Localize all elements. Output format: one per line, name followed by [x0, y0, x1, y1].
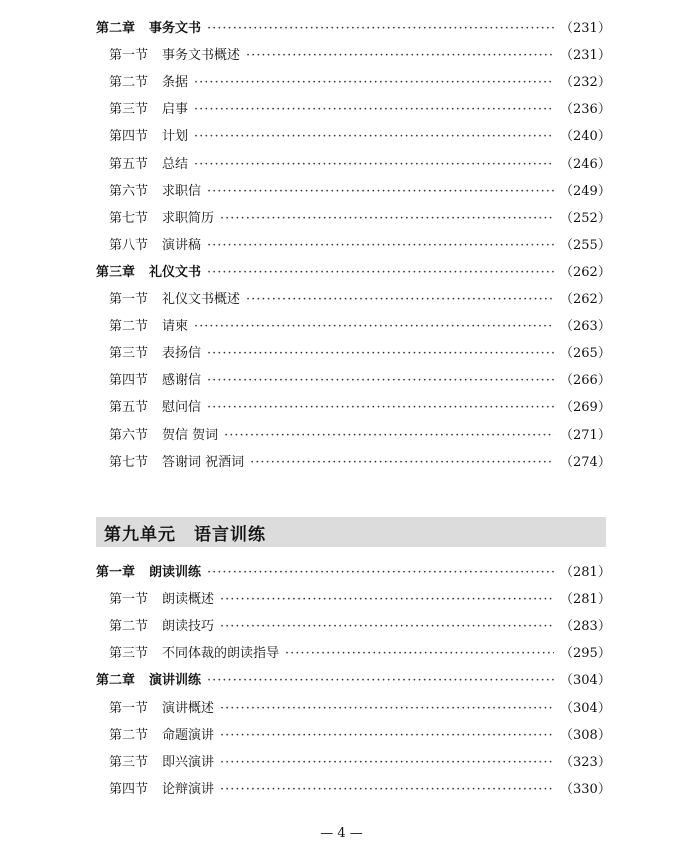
entry-title: 朗读技巧: [162, 619, 215, 635]
entry-page: （231）: [560, 48, 611, 64]
toc-chapter-row: [0, 19, 683, 39]
entry-page: （262）: [560, 292, 611, 307]
entry-number: 第四节: [109, 373, 149, 389]
dot-leader: [220, 617, 554, 637]
entry-number: 第六节: [109, 427, 149, 443]
entry-title: 慰问信: [162, 400, 202, 416]
entry-title: 求职简历: [162, 210, 215, 226]
entry-number: 第二节: [109, 619, 149, 635]
dot-leader: [207, 19, 554, 39]
dot-leader: [207, 371, 554, 391]
dot-leader: [207, 563, 554, 583]
toc-section-row: [0, 644, 683, 664]
entry-page: （249）: [560, 183, 611, 199]
toc-section-row: [0, 453, 683, 473]
entry-number: 第三节: [109, 754, 149, 770]
entry-page: （255）: [560, 237, 611, 253]
entry-title: 总结: [162, 156, 189, 172]
dot-leader: [207, 182, 554, 202]
entry-page: （295）: [560, 646, 611, 662]
dot-leader: [207, 263, 554, 283]
entry-number: 第一节: [109, 292, 149, 307]
toc-section-row: [0, 699, 683, 719]
entry-title: 礼仪文书概述: [162, 292, 241, 307]
entry-title: 计划: [162, 129, 189, 145]
entry-number: 第五节: [109, 156, 149, 172]
toc-section-row: [0, 371, 683, 391]
entry-number: 第三节: [109, 346, 149, 362]
toc-section-row: [0, 73, 683, 93]
dot-leader: [285, 644, 554, 664]
toc-section-row: [0, 317, 683, 337]
entry-number: 第三章: [96, 264, 136, 280]
dot-leader: [220, 726, 554, 746]
entry-number: 第一节: [109, 48, 149, 64]
toc-section-row: [0, 426, 683, 446]
entry-page: （271）: [560, 427, 611, 443]
entry-title: 答谢词 祝酒词: [162, 454, 245, 470]
entry-page: （323）: [560, 754, 611, 770]
dot-leader: [207, 344, 554, 364]
entry-title: 不同体裁的朗读指导: [162, 646, 280, 662]
dot-leader: [220, 753, 554, 773]
toc-section-row: [0, 100, 683, 120]
entry-number: 第三节: [109, 102, 149, 118]
toc-section-row: [0, 127, 683, 147]
entry-page: （266）: [560, 373, 611, 389]
dot-leader: [194, 155, 554, 175]
toc-section-row: [0, 182, 683, 202]
entry-page: （240）: [560, 129, 611, 145]
toc-section-row: [0, 155, 683, 175]
dot-leader: [220, 699, 554, 719]
dot-leader: [207, 398, 554, 418]
entry-number: 第一章: [96, 565, 136, 580]
entry-page: （274）: [560, 454, 611, 470]
entry-page: （236）: [560, 102, 611, 118]
entry-title: 论辩演讲: [162, 781, 215, 797]
dot-leader: [220, 780, 554, 800]
dot-leader: [250, 453, 554, 473]
entry-number: 第一节: [109, 592, 149, 608]
entry-number: 第一节: [109, 700, 149, 716]
entry-page: （304）: [560, 673, 611, 689]
toc-section-row: [0, 209, 683, 229]
entry-page: （263）: [560, 319, 611, 335]
dot-leader: [246, 46, 554, 66]
dot-leader: [194, 100, 554, 120]
entry-title: 朗读概述: [162, 592, 215, 608]
entry-page: （304）: [560, 700, 611, 716]
toc-section-row: [0, 236, 683, 256]
toc-chapter-row: [0, 263, 683, 283]
entry-number: 第七节: [109, 454, 149, 470]
toc-section-row: [0, 398, 683, 418]
entry-title: 演讲概述: [162, 700, 215, 716]
dot-leader: [194, 73, 554, 93]
entry-page: （232）: [560, 75, 611, 91]
dot-leader: [207, 671, 554, 691]
entry-page: （231）: [560, 21, 611, 36]
toc-section-row: [0, 590, 683, 610]
entry-page: （262）: [560, 264, 611, 280]
entry-page: （308）: [560, 727, 611, 743]
dot-leader: [220, 209, 554, 229]
entry-title: 演讲训练: [149, 673, 202, 689]
entry-title: 表扬信: [162, 346, 202, 362]
dot-leader: [246, 290, 554, 310]
entry-number: 第二章: [96, 673, 136, 689]
entry-title: 朗读训练: [149, 565, 202, 580]
entry-number: 第八节: [109, 237, 149, 253]
entry-number: 第五节: [109, 400, 149, 416]
dot-leader: [194, 127, 554, 147]
entry-title: 演讲稿: [162, 237, 202, 253]
dot-leader: [224, 426, 554, 446]
entry-page: （283）: [560, 619, 611, 635]
page-footer: [0, 826, 683, 841]
dot-leader: [207, 236, 554, 256]
dot-leader: [194, 317, 554, 337]
page-number: — 4 —: [320, 826, 363, 841]
entry-page: （269）: [560, 400, 611, 416]
entry-number: 第二节: [109, 727, 149, 743]
entry-title: 条据: [162, 75, 189, 91]
entry-number: 第二节: [109, 75, 149, 91]
entry-page: （246）: [560, 156, 611, 172]
toc-section-row: [0, 617, 683, 637]
toc-section-row: [0, 46, 683, 66]
toc-chapter-row: [0, 671, 683, 691]
entry-title: 礼仪文书: [149, 264, 202, 280]
toc-section-row: [0, 726, 683, 746]
entry-title: 感谢信: [162, 373, 202, 389]
entry-page: （330）: [560, 781, 611, 797]
entry-title: 请柬: [162, 319, 189, 335]
dot-leader: [220, 590, 554, 610]
entry-page: （252）: [560, 210, 611, 226]
entry-number: 第六节: [109, 183, 149, 199]
entry-number: 第二节: [109, 319, 149, 335]
entry-number: 第四节: [109, 781, 149, 797]
entry-number: 第七节: [109, 210, 149, 226]
entry-title: 启事: [162, 102, 189, 118]
entry-title: 即兴演讲: [162, 754, 215, 770]
toc-chapter-row: [0, 563, 683, 583]
entry-page: （281）: [560, 565, 611, 580]
entry-page: （281）: [560, 592, 611, 608]
entry-title: 贺信 贺词: [162, 427, 219, 443]
entry-number: 第二章: [96, 21, 136, 36]
entry-number: 第三节: [109, 646, 149, 662]
unit-title: 第九单元 语言训练: [104, 524, 266, 545]
entry-number: 第四节: [109, 129, 149, 145]
toc-section-row: [0, 753, 683, 773]
toc-section-row: [0, 344, 683, 364]
entry-title: 命题演讲: [162, 727, 215, 743]
toc-section-row: [0, 290, 683, 310]
entry-page: （265）: [560, 346, 611, 362]
unit-heading: [96, 517, 606, 547]
entry-title: 求职信: [162, 183, 202, 199]
entry-title: 事务文书: [149, 21, 202, 36]
entry-title: 事务文书概述: [162, 48, 241, 64]
toc-section-row: [0, 780, 683, 800]
